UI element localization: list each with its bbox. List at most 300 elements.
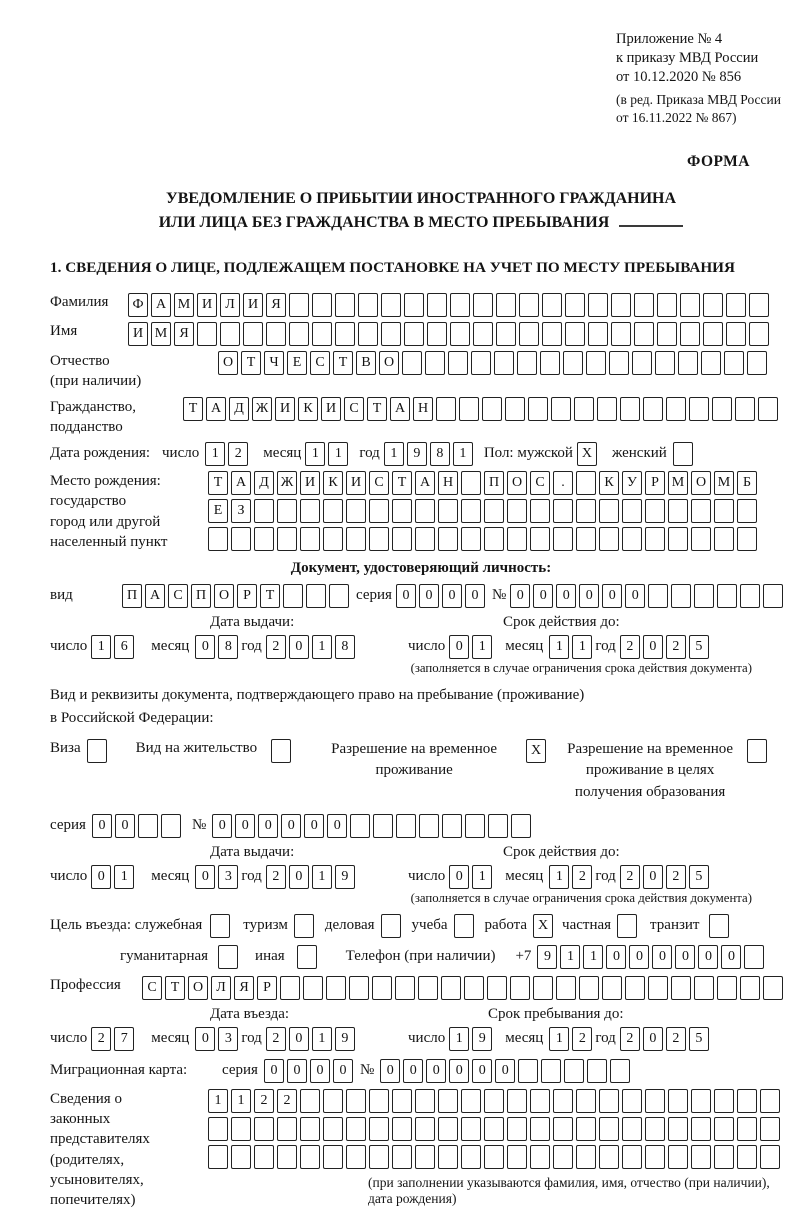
char-cell[interactable]: 2 <box>254 1089 274 1113</box>
char-cell[interactable]: 9 <box>472 1027 492 1051</box>
char-cell[interactable]: 0 <box>533 584 553 608</box>
char-cell[interactable]: 0 <box>449 865 469 889</box>
char-cell[interactable] <box>645 499 665 523</box>
char-cell[interactable]: 6 <box>114 635 134 659</box>
char-cell[interactable]: 0 <box>675 945 695 969</box>
char-cell[interactable]: Ф <box>128 293 148 317</box>
char-cell[interactable] <box>419 814 439 838</box>
char-cell[interactable] <box>396 814 416 838</box>
char-cell[interactable]: 0 <box>235 814 255 838</box>
char-cell[interactable] <box>599 499 619 523</box>
stay-year-cells[interactable] <box>620 1027 712 1051</box>
char-cell[interactable] <box>611 293 631 317</box>
char-cell[interactable]: М <box>174 293 194 317</box>
char-cell[interactable]: 0 <box>442 584 462 608</box>
char-cell[interactable] <box>678 351 698 375</box>
char-cell[interactable] <box>254 499 274 523</box>
char-cell[interactable] <box>714 1117 734 1141</box>
work-checkbox[interactable]: X <box>533 914 553 938</box>
char-cell[interactable] <box>277 499 297 523</box>
char-cell[interactable] <box>602 976 622 1000</box>
char-cell[interactable] <box>749 293 769 317</box>
char-cell[interactable] <box>488 814 508 838</box>
char-cell[interactable] <box>564 1059 584 1083</box>
char-cell[interactable] <box>471 351 491 375</box>
char-cell[interactable] <box>645 527 665 551</box>
char-cell[interactable]: 0 <box>195 1027 215 1051</box>
humanitarian-checkbox[interactable] <box>218 945 238 969</box>
char-cell[interactable] <box>574 397 594 421</box>
char-cell[interactable]: 9 <box>335 865 355 889</box>
char-cell[interactable]: 0 <box>403 1059 423 1083</box>
char-cell[interactable]: П <box>484 471 504 495</box>
char-cell[interactable] <box>461 1145 481 1169</box>
entry-day-cells[interactable] <box>91 1027 137 1051</box>
char-cell[interactable] <box>197 322 217 346</box>
char-cell[interactable]: Т <box>183 397 203 421</box>
char-cell[interactable] <box>461 1089 481 1113</box>
char-cell[interactable] <box>671 584 691 608</box>
char-cell[interactable] <box>373 814 393 838</box>
char-cell[interactable] <box>680 322 700 346</box>
char-cell[interactable] <box>231 1145 251 1169</box>
char-cell[interactable]: 1 <box>305 442 325 466</box>
char-cell[interactable] <box>436 397 456 421</box>
char-cell[interactable] <box>703 322 723 346</box>
char-cell[interactable] <box>541 1059 561 1083</box>
char-cell[interactable] <box>208 1117 228 1141</box>
char-cell[interactable] <box>609 351 629 375</box>
permit-valid-month-cells[interactable] <box>549 865 595 889</box>
char-cell[interactable] <box>717 584 737 608</box>
doc-valid-month-cells[interactable] <box>549 635 595 659</box>
char-cell[interactable]: 8 <box>430 442 450 466</box>
char-cell[interactable] <box>438 1145 458 1169</box>
char-cell[interactable] <box>425 351 445 375</box>
char-cell[interactable] <box>691 1117 711 1141</box>
char-cell[interactable] <box>438 527 458 551</box>
char-cell[interactable] <box>507 527 527 551</box>
char-cell[interactable]: А <box>151 293 171 317</box>
char-cell[interactable] <box>668 527 688 551</box>
char-cell[interactable] <box>648 976 668 1000</box>
char-cell[interactable]: Д <box>254 471 274 495</box>
char-cell[interactable] <box>494 351 514 375</box>
char-cell[interactable] <box>551 397 571 421</box>
char-cell[interactable] <box>392 499 412 523</box>
char-cell[interactable]: 5 <box>689 865 709 889</box>
char-cell[interactable] <box>740 584 760 608</box>
char-cell[interactable]: 0 <box>289 635 309 659</box>
char-cell[interactable] <box>657 293 677 317</box>
birthplace-row1-cells[interactable] <box>208 471 760 495</box>
char-cell[interactable] <box>289 322 309 346</box>
char-cell[interactable] <box>758 397 778 421</box>
birthplace-row3-cells[interactable] <box>208 527 760 551</box>
private-checkbox[interactable] <box>617 914 637 938</box>
char-cell[interactable] <box>737 499 757 523</box>
char-cell[interactable]: 5 <box>689 635 709 659</box>
temp-residence-edu-checkbox[interactable] <box>747 739 767 763</box>
char-cell[interactable] <box>323 1089 343 1113</box>
char-cell[interactable] <box>657 322 677 346</box>
char-cell[interactable] <box>586 351 606 375</box>
char-cell[interactable] <box>579 976 599 1000</box>
char-cell[interactable] <box>622 527 642 551</box>
char-cell[interactable]: 0 <box>91 865 111 889</box>
char-cell[interactable] <box>208 527 228 551</box>
surname-cells[interactable] <box>128 293 772 317</box>
char-cell[interactable]: 0 <box>92 814 112 838</box>
char-cell[interactable] <box>533 976 553 1000</box>
char-cell[interactable] <box>587 1059 607 1083</box>
char-cell[interactable] <box>645 1145 665 1169</box>
char-cell[interactable] <box>717 976 737 1000</box>
char-cell[interactable] <box>323 1117 343 1141</box>
char-cell[interactable] <box>737 1117 757 1141</box>
char-cell[interactable]: О <box>691 471 711 495</box>
char-cell[interactable]: З <box>231 499 251 523</box>
doc-issue-month-cells[interactable] <box>195 635 241 659</box>
sex-female-checkbox[interactable] <box>673 442 693 466</box>
char-cell[interactable]: 0 <box>289 1027 309 1051</box>
char-cell[interactable] <box>530 527 550 551</box>
birth-year-cells[interactable] <box>384 442 476 466</box>
char-cell[interactable]: 0 <box>698 945 718 969</box>
char-cell[interactable] <box>346 1089 366 1113</box>
stay-month-cells[interactable] <box>549 1027 595 1051</box>
business-checkbox[interactable] <box>381 914 401 938</box>
char-cell[interactable] <box>441 976 461 1000</box>
stay-day-cells[interactable] <box>449 1027 495 1051</box>
char-cell[interactable] <box>611 322 631 346</box>
char-cell[interactable] <box>553 1089 573 1113</box>
char-cell[interactable]: 1 <box>472 865 492 889</box>
tourism-checkbox[interactable] <box>294 914 314 938</box>
birth-month-cells[interactable] <box>305 442 351 466</box>
char-cell[interactable] <box>450 293 470 317</box>
char-cell[interactable]: 1 <box>205 442 225 466</box>
char-cell[interactable] <box>415 1117 435 1141</box>
char-cell[interactable] <box>448 351 468 375</box>
char-cell[interactable] <box>744 945 764 969</box>
citizenship-cells[interactable] <box>183 397 781 421</box>
char-cell[interactable] <box>542 322 562 346</box>
char-cell[interactable]: Т <box>260 584 280 608</box>
char-cell[interactable] <box>740 976 760 1000</box>
char-cell[interactable] <box>326 976 346 1000</box>
char-cell[interactable]: В <box>356 351 376 375</box>
char-cell[interactable] <box>507 499 527 523</box>
char-cell[interactable] <box>737 527 757 551</box>
char-cell[interactable]: Р <box>645 471 665 495</box>
char-cell[interactable]: Т <box>392 471 412 495</box>
entry-year-cells[interactable] <box>266 1027 358 1051</box>
char-cell[interactable]: О <box>218 351 238 375</box>
profession-cells[interactable] <box>142 976 786 1000</box>
char-cell[interactable]: 1 <box>549 635 569 659</box>
char-cell[interactable]: И <box>243 293 263 317</box>
char-cell[interactable] <box>300 1117 320 1141</box>
char-cell[interactable] <box>418 976 438 1000</box>
char-cell[interactable]: 1 <box>312 865 332 889</box>
char-cell[interactable] <box>714 1089 734 1113</box>
char-cell[interactable]: 8 <box>218 635 238 659</box>
char-cell[interactable] <box>392 527 412 551</box>
char-cell[interactable]: Б <box>737 471 757 495</box>
char-cell[interactable]: Н <box>438 471 458 495</box>
char-cell[interactable] <box>576 1117 596 1141</box>
char-cell[interactable] <box>369 1117 389 1141</box>
char-cell[interactable]: Я <box>174 322 194 346</box>
char-cell[interactable] <box>671 976 691 1000</box>
char-cell[interactable]: 9 <box>407 442 427 466</box>
char-cell[interactable] <box>482 397 502 421</box>
char-cell[interactable]: 9 <box>537 945 557 969</box>
char-cell[interactable] <box>760 1117 780 1141</box>
temp-residence-checkbox[interactable]: X <box>526 739 546 763</box>
char-cell[interactable] <box>511 814 531 838</box>
char-cell[interactable] <box>438 1089 458 1113</box>
char-cell[interactable]: Л <box>220 293 240 317</box>
char-cell[interactable]: Т <box>165 976 185 1000</box>
char-cell[interactable]: 2 <box>266 1027 286 1051</box>
char-cell[interactable] <box>487 976 507 1000</box>
char-cell[interactable] <box>464 976 484 1000</box>
char-cell[interactable] <box>540 351 560 375</box>
char-cell[interactable] <box>300 527 320 551</box>
char-cell[interactable] <box>507 1145 527 1169</box>
char-cell[interactable] <box>542 293 562 317</box>
char-cell[interactable]: Ч <box>264 351 284 375</box>
permit-valid-year-cells[interactable] <box>620 865 712 889</box>
doc-number-cells[interactable] <box>510 584 786 608</box>
char-cell[interactable]: 0 <box>495 1059 515 1083</box>
char-cell[interactable]: 2 <box>277 1089 297 1113</box>
char-cell[interactable] <box>517 351 537 375</box>
char-cell[interactable] <box>438 1117 458 1141</box>
char-cell[interactable] <box>691 1145 711 1169</box>
char-cell[interactable]: 0 <box>449 635 469 659</box>
char-cell[interactable] <box>369 499 389 523</box>
char-cell[interactable] <box>737 1145 757 1169</box>
doc-valid-year-cells[interactable] <box>620 635 712 659</box>
char-cell[interactable] <box>576 499 596 523</box>
char-cell[interactable] <box>599 1145 619 1169</box>
char-cell[interactable] <box>369 1145 389 1169</box>
char-cell[interactable] <box>634 293 654 317</box>
char-cell[interactable]: 1 <box>583 945 603 969</box>
char-cell[interactable] <box>645 1117 665 1141</box>
char-cell[interactable] <box>208 1145 228 1169</box>
char-cell[interactable] <box>369 1089 389 1113</box>
char-cell[interactable]: . <box>553 471 573 495</box>
char-cell[interactable]: 0 <box>333 1059 353 1083</box>
migration-series-cells[interactable] <box>264 1059 356 1083</box>
char-cell[interactable]: 0 <box>212 814 232 838</box>
char-cell[interactable] <box>565 293 585 317</box>
char-cell[interactable] <box>484 499 504 523</box>
char-cell[interactable] <box>243 322 263 346</box>
char-cell[interactable] <box>737 1089 757 1113</box>
char-cell[interactable]: 0 <box>449 1059 469 1083</box>
char-cell[interactable]: 2 <box>666 1027 686 1051</box>
char-cell[interactable]: 9 <box>335 1027 355 1051</box>
char-cell[interactable] <box>335 293 355 317</box>
char-cell[interactable] <box>714 527 734 551</box>
permit-issue-month-cells[interactable] <box>195 865 241 889</box>
char-cell[interactable] <box>484 527 504 551</box>
char-cell[interactable]: 2 <box>572 1027 592 1051</box>
char-cell[interactable] <box>349 976 369 1000</box>
char-cell[interactable]: Я <box>266 293 286 317</box>
char-cell[interactable] <box>599 1117 619 1141</box>
permit-issue-day-cells[interactable] <box>91 865 137 889</box>
char-cell[interactable] <box>346 499 366 523</box>
char-cell[interactable] <box>622 1145 642 1169</box>
given-name-cells[interactable] <box>128 322 772 346</box>
char-cell[interactable] <box>381 322 401 346</box>
char-cell[interactable] <box>415 499 435 523</box>
char-cell[interactable] <box>346 1117 366 1141</box>
char-cell[interactable]: 1 <box>208 1089 228 1113</box>
char-cell[interactable] <box>358 293 378 317</box>
char-cell[interactable]: 0 <box>195 865 215 889</box>
char-cell[interactable]: К <box>599 471 619 495</box>
char-cell[interactable] <box>643 397 663 421</box>
char-cell[interactable] <box>450 322 470 346</box>
permit-issue-year-cells[interactable] <box>266 865 358 889</box>
char-cell[interactable]: Ж <box>252 397 272 421</box>
char-cell[interactable]: С <box>530 471 550 495</box>
char-cell[interactable]: Р <box>237 584 257 608</box>
doc-valid-day-cells[interactable] <box>449 635 495 659</box>
char-cell[interactable] <box>461 527 481 551</box>
char-cell[interactable]: С <box>344 397 364 421</box>
char-cell[interactable]: Т <box>367 397 387 421</box>
char-cell[interactable]: 2 <box>228 442 248 466</box>
char-cell[interactable] <box>254 1117 274 1141</box>
char-cell[interactable]: 0 <box>510 584 530 608</box>
visa-checkbox[interactable] <box>87 739 107 763</box>
char-cell[interactable]: К <box>323 471 343 495</box>
char-cell[interactable] <box>530 1145 550 1169</box>
char-cell[interactable]: Е <box>208 499 228 523</box>
char-cell[interactable]: С <box>168 584 188 608</box>
char-cell[interactable] <box>323 1145 343 1169</box>
char-cell[interactable] <box>161 814 181 838</box>
char-cell[interactable]: Т <box>241 351 261 375</box>
char-cell[interactable] <box>323 527 343 551</box>
char-cell[interactable]: И <box>300 471 320 495</box>
char-cell[interactable]: 0 <box>264 1059 284 1083</box>
char-cell[interactable]: 2 <box>620 865 640 889</box>
char-cell[interactable] <box>280 976 300 1000</box>
char-cell[interactable] <box>395 976 415 1000</box>
char-cell[interactable]: 1 <box>453 442 473 466</box>
char-cell[interactable]: 0 <box>625 584 645 608</box>
char-cell[interactable]: И <box>321 397 341 421</box>
char-cell[interactable]: 0 <box>289 865 309 889</box>
char-cell[interactable]: 1 <box>449 1027 469 1051</box>
char-cell[interactable] <box>622 1117 642 1141</box>
transit-checkbox[interactable] <box>709 914 729 938</box>
char-cell[interactable] <box>381 293 401 317</box>
char-cell[interactable]: О <box>188 976 208 1000</box>
char-cell[interactable] <box>510 976 530 1000</box>
char-cell[interactable] <box>735 397 755 421</box>
entry-month-cells[interactable] <box>195 1027 241 1051</box>
char-cell[interactable]: И <box>128 322 148 346</box>
char-cell[interactable] <box>620 397 640 421</box>
char-cell[interactable] <box>691 527 711 551</box>
char-cell[interactable]: Е <box>287 351 307 375</box>
char-cell[interactable]: 0 <box>115 814 135 838</box>
char-cell[interactable] <box>528 397 548 421</box>
char-cell[interactable]: 0 <box>287 1059 307 1083</box>
char-cell[interactable]: 1 <box>572 635 592 659</box>
char-cell[interactable] <box>484 1089 504 1113</box>
char-cell[interactable]: Т <box>208 471 228 495</box>
char-cell[interactable]: И <box>197 293 217 317</box>
char-cell[interactable] <box>350 814 370 838</box>
residence-permit-checkbox[interactable] <box>271 739 291 763</box>
char-cell[interactable] <box>634 322 654 346</box>
char-cell[interactable] <box>519 322 539 346</box>
char-cell[interactable]: 0 <box>721 945 741 969</box>
char-cell[interactable]: 0 <box>556 584 576 608</box>
char-cell[interactable]: 1 <box>384 442 404 466</box>
char-cell[interactable]: Я <box>234 976 254 1000</box>
char-cell[interactable]: 7 <box>114 1027 134 1051</box>
char-cell[interactable] <box>726 293 746 317</box>
char-cell[interactable]: О <box>214 584 234 608</box>
char-cell[interactable] <box>392 1145 412 1169</box>
char-cell[interactable] <box>461 1117 481 1141</box>
char-cell[interactable] <box>519 293 539 317</box>
char-cell[interactable] <box>484 1145 504 1169</box>
char-cell[interactable] <box>576 471 596 495</box>
char-cell[interactable] <box>254 1145 274 1169</box>
char-cell[interactable]: 0 <box>643 1027 663 1051</box>
char-cell[interactable] <box>277 1145 297 1169</box>
char-cell[interactable] <box>277 1117 297 1141</box>
char-cell[interactable] <box>655 351 675 375</box>
char-cell[interactable]: 1 <box>472 635 492 659</box>
char-cell[interactable]: 1 <box>231 1089 251 1113</box>
char-cell[interactable]: М <box>714 471 734 495</box>
char-cell[interactable] <box>726 322 746 346</box>
char-cell[interactable]: 0 <box>304 814 324 838</box>
purpose-official-checkbox[interactable] <box>210 914 230 938</box>
char-cell[interactable] <box>283 584 303 608</box>
char-cell[interactable]: 5 <box>689 1027 709 1051</box>
char-cell[interactable]: Р <box>257 976 277 1000</box>
char-cell[interactable] <box>496 293 516 317</box>
char-cell[interactable]: 2 <box>666 635 686 659</box>
char-cell[interactable] <box>346 1145 366 1169</box>
representatives-row1-cells[interactable] <box>208 1089 792 1113</box>
char-cell[interactable] <box>666 397 686 421</box>
char-cell[interactable] <box>335 322 355 346</box>
char-cell[interactable] <box>632 351 652 375</box>
char-cell[interactable] <box>530 1089 550 1113</box>
char-cell[interactable] <box>668 1089 688 1113</box>
char-cell[interactable]: 0 <box>606 945 626 969</box>
doc-issue-day-cells[interactable] <box>91 635 137 659</box>
char-cell[interactable] <box>300 499 320 523</box>
char-cell[interactable] <box>680 293 700 317</box>
